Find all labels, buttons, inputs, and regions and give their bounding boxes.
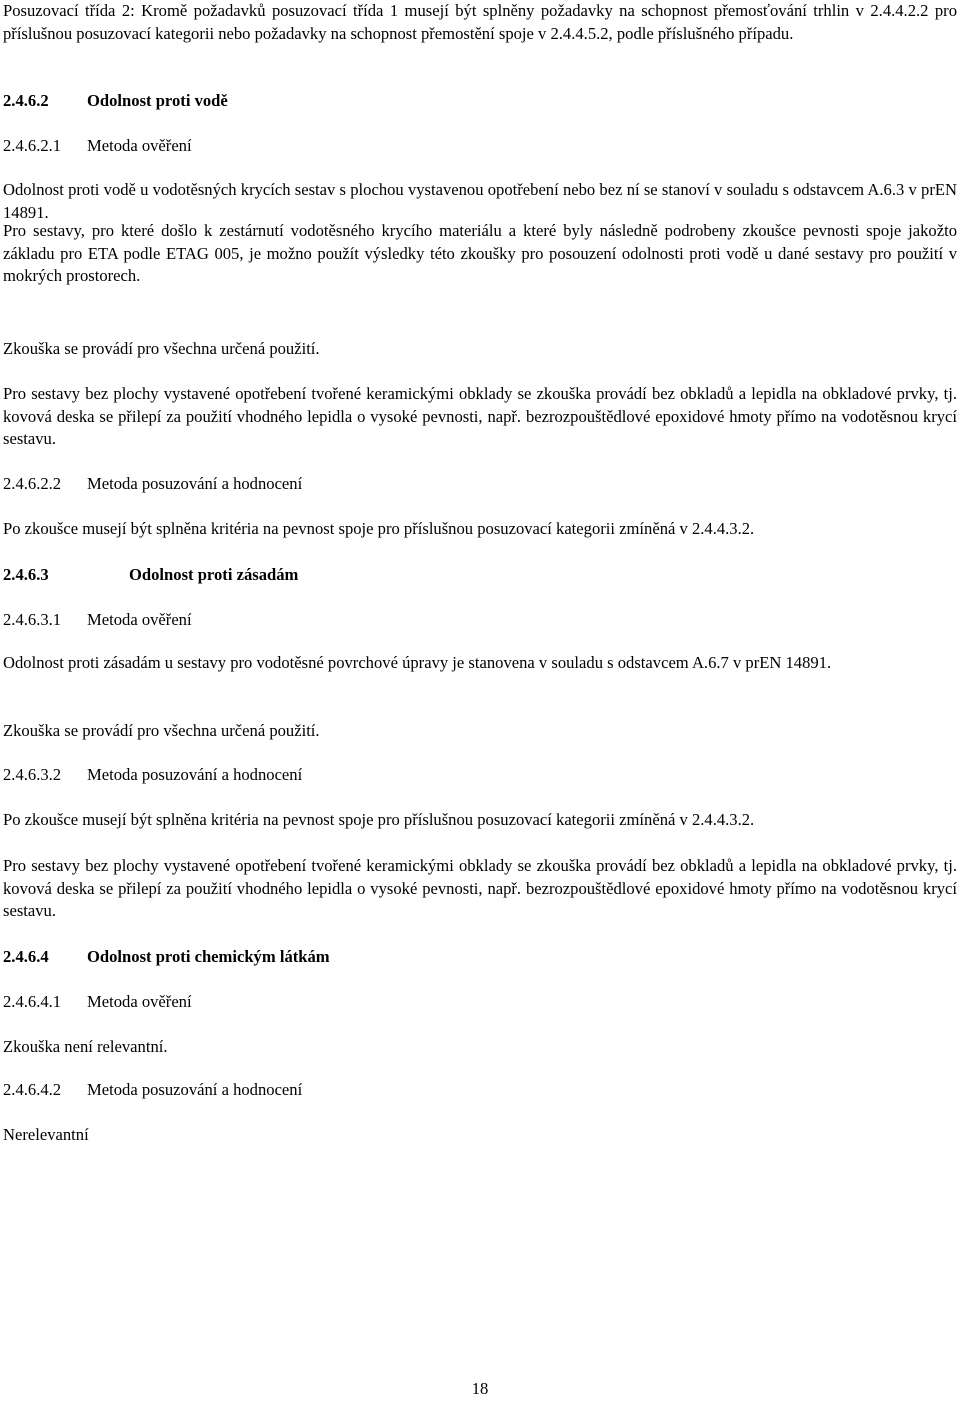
heading-number: 2.4.6.4.2 <box>3 1080 62 1099</box>
heading-2-4-6-4-2 <box>3 1079 302 1102</box>
paragraph-alkali-resistance: Odolnost proti zásadám u sestavy pro vodotěsné povrchové úpravy je stanovena v souladu s odstavcem A.6.7 v prEN 14891. <box>3 653 832 672</box>
heading-2-4-6-3-2 <box>3 764 302 787</box>
paragraph-ceramic-tiles: Pro sestavy bez plochy vystavené opotřebení tvořené keramickými obklady se zkouška provádí bez obkladů a lepidla na obkladové prvky, tj. kovová deska se přilepí za použití vhodného lepidla o vysoké pevnosti, např. bezrozpouštědlové epoxidové hmoty přímo na vodotěsnou krycí sestavu. <box>3 384 957 448</box>
heading-title: Odolnost proti chemickým látkám <box>87 947 330 966</box>
heading-number: 2.4.6.4.1 <box>3 992 62 1011</box>
paragraph-test-all-uses: Zkouška se provádí pro všechna určená použití. <box>3 339 320 358</box>
heading-number: 2.4.6.3.2 <box>3 765 62 784</box>
paragraph-assessment-class-2: Posuzovací třída 2: Kromě požadavků posuzovací třída 1 musejí být splněny požadavky na schopnost přemosťování trhlin v 2.4.4.2.2 pro příslušnou posuzovací kategorii nebo požadavky na schopnost přemostění spoje v 2.4.4.5.2, podle příslušného případu. <box>3 1 957 43</box>
heading-title: Odolnost proti vodě <box>87 91 228 110</box>
heading-number: 2.4.6.2 <box>3 91 49 110</box>
heading-title: Metoda posuzování a hodnocení <box>87 1080 303 1099</box>
heading-2-4-6-2 <box>3 90 228 113</box>
paragraph-ceramic-tiles-2: Pro sestavy bez plochy vystavené opotřebení tvořené keramickými obklady se zkouška provádí bez obkladů a lepidla na obkladové prvky, tj. kovová deska se přilepí za použití vhodného lepidla o vysoké pevnosti, např. bezrozpouštědlové epoxidové hmoty přímo na vodotěsnou krycí sestavu. <box>3 856 957 920</box>
paragraph-irrelevant: Nerelevantní <box>3 1125 89 1144</box>
heading-number: 2.4.6.2.1 <box>3 136 62 155</box>
paragraph-water-resistance: Odolnost proti vodě u vodotěsných krycích sestav s plochou vystavenou opotřebení nebo bez ní se stanoví v souladu s odstavcem A.6.3 v prEN 14891. <box>3 180 957 222</box>
heading-title: Metoda ověření <box>87 992 192 1011</box>
heading-2-4-6-4-1 <box>3 991 192 1014</box>
heading-2-4-6-2-1 <box>3 135 192 158</box>
paragraph-bond-strength-criteria-2: Po zkoušce musejí být splněna kritéria na pevnost spoje pro příslušnou posuzovací kategorii zmíněná v 2.4.4.3.2. <box>3 810 755 829</box>
heading-title: Metoda ověření <box>87 610 192 629</box>
paragraph-test-all-uses-2: Zkouška se provádí pro všechna určená použití. <box>3 721 320 740</box>
heading-2-4-6-4 <box>3 946 330 969</box>
heading-2-4-6-2-2 <box>3 473 302 496</box>
paragraph-aged-systems: Pro sestavy, pro které došlo k zestárnutí vodotěsného krycího materiálu a které byly následně podrobeny zkoušce pevnosti spoje jakožto základu pro ETA podle ETAG 005, je možno použít výsledky této zkoušky pro posouzení odolnosti proti vodě u dané sestavy pro použití v mokrých prostorech. <box>3 221 957 285</box>
heading-number: 2.4.6.4 <box>3 947 49 966</box>
heading-number: 2.4.6.3.1 <box>3 610 62 629</box>
paragraph-bond-strength-criteria: Po zkoušce musejí být splněna kritéria na pevnost spoje pro příslušnou posuzovací kategorii zmíněná v 2.4.4.3.2. <box>3 519 755 538</box>
heading-2-4-6-3-1 <box>3 609 192 632</box>
heading-2-4-6-3 <box>3 564 298 587</box>
heading-number: 2.4.6.3 <box>3 565 49 584</box>
heading-title: Metoda posuzování a hodnocení <box>87 474 303 493</box>
heading-title: Metoda posuzování a hodnocení <box>87 765 303 784</box>
heading-title: Metoda ověření <box>87 136 192 155</box>
page-number: 18 <box>471 1379 489 1398</box>
heading-title: Odolnost proti zásadám <box>129 565 299 584</box>
heading-number: 2.4.6.2.2 <box>3 474 62 493</box>
paragraph-not-relevant: Zkouška není relevantní. <box>3 1037 168 1056</box>
